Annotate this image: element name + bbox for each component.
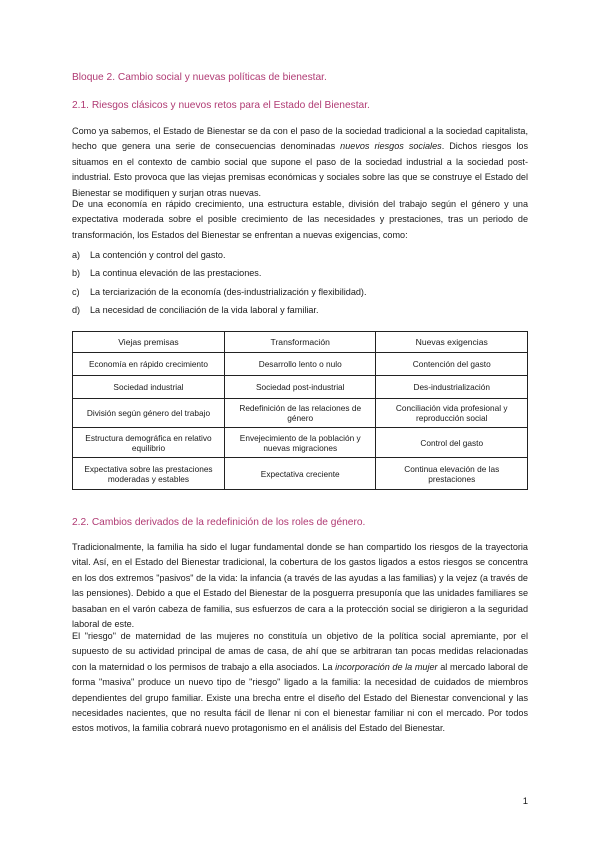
table-cell: Sociedad post-industrial xyxy=(224,376,376,399)
list-item-text: La terciarización de la economía (des-industrialización y flexibilidad). xyxy=(90,286,367,297)
list-marker: c) xyxy=(72,286,80,297)
paragraph-text: al mercado laboral de forma "masiva" produce un nuevo tipo de "riesgo" ligado a la familia: la necesidad de cuidados de miembros dependientes del grupo familiar. Existe una brecha entre el diseño del Estado del Bienestar convencional y las necesidades nacientes, que no resulta fácil de llenar ni con el bienestar familiar ni con el mercado. Por todos estos motivos, la familia cobrará nuevo protagonismo en el análisis del Estado del Bienestar. xyxy=(72,661,529,734)
list-item xyxy=(72,287,528,305)
section-2-paragraph-2 xyxy=(72,629,528,737)
table-cell: Continua elevación de las prestaciones xyxy=(376,458,528,490)
table-header-cell: Viejas premisas xyxy=(73,332,225,353)
table-cell: Expectativa sobre las prestaciones moderadas y estables xyxy=(73,458,225,490)
section-2-heading: 2.2. Cambios derivados de la redefinición de los roles de género. xyxy=(72,517,366,528)
list-marker: a) xyxy=(72,250,81,260)
table-cell: Contención del gasto xyxy=(376,353,528,376)
list-item-text: La necesidad de conciliación de la vida laboral y familiar. xyxy=(90,304,319,315)
table-row xyxy=(73,353,528,376)
requirements-list xyxy=(72,250,528,323)
table-cell: Envejecimiento de la población y nuevas migraciones xyxy=(224,428,376,458)
table-row xyxy=(73,376,528,399)
list-item-text: La continua elevación de las prestaciones. xyxy=(90,268,262,279)
list-item xyxy=(72,305,528,323)
table-cell: Estructura demográfica en relativo equilibrio xyxy=(73,428,225,458)
list-marker: b) xyxy=(72,268,81,279)
section-2-paragraph-1: Tradicionalmente, la familia ha sido el lugar fundamental donde se han compartido los riesgos de la trayectoria vital. Así, en el Estado del Bienestar tradicional, la cobertura de los gastos ligados a estos riesgos se concentra en los dos extremos "pasivos" de la vida: la infancia (a través de las ayudas a las familias) y la vejez (a través de las pensiones). Debido a que el Estado del Bienestar de la posguerra presuponía que las unidades familiares se basaban en el varón cabeza de familia, sus esfuerzos de cara a la protección social se dirigieron a la seguridad laboral de este. xyxy=(72,542,528,630)
table-cell: Des-industrialización xyxy=(376,376,528,399)
emphasis-text: incorporación de la mujer xyxy=(335,661,438,672)
page-number: 1 xyxy=(522,796,528,807)
table-cell: Control del gasto xyxy=(376,428,528,458)
table-cell: Conciliación vida profesional y reproducción social xyxy=(376,399,528,428)
table-cell: Economía en rápido crecimiento xyxy=(73,353,225,376)
section-1-heading: 2.1. Riesgos clásicos y nuevos retos para el Estado del Bienestar. xyxy=(72,100,370,111)
paragraph-text: El "riesgo" de maternidad de las mujeres no constituía un objetivo de la política social apremiante, por el supuesto de su actividad principal de amas de casa, de ahí que se arbitraran tan pocas medidas relacionadas con la maternidad o los permisos de trabajo a ella asociados. La xyxy=(72,631,528,672)
table-cell: Expectativa creciente xyxy=(224,458,376,490)
section-1-paragraph-1 xyxy=(72,124,528,201)
comparison-table xyxy=(72,331,528,490)
paragraph-text: Como ya sabemos, el Estado de Bienestar se da con el paso de la sociedad tradicional a la sociedad capitalista, hecho que genera una serie de consecuencias denominadas xyxy=(72,126,528,152)
list-item-text: La contención y control del gasto. xyxy=(90,250,226,260)
table-header-row xyxy=(73,332,528,353)
table-header-cell: Transformación xyxy=(224,332,376,353)
list-item xyxy=(72,268,528,286)
paragraph-text: . Dichos riesgos los situamos en el contexto de cambio social que supone el paso de la sociedad industrial a la sociedad post-industrial. Esto provoca que las viejas premisas económicas y sociales sobre las que se construye el Estado del Bienestar se modifiquen y surjan otras nuevas. xyxy=(72,141,528,198)
table-header-cell: Nuevas exigencias xyxy=(376,332,528,353)
list-marker: d) xyxy=(72,304,81,315)
table-row xyxy=(73,399,528,428)
table-cell: Redefinición de las relaciones de género xyxy=(224,399,376,428)
emphasis-text: nuevos riesgos sociales xyxy=(340,141,442,152)
table-row xyxy=(73,428,528,458)
table-cell: División según género del trabajo xyxy=(73,399,225,428)
table-cell: Desarrollo lento o nulo xyxy=(224,353,376,376)
section-1-paragraph-2: De una economía en rápido crecimiento, una estructura estable, división del trabajo según el género y una expectativa moderada sobre el posible crecimiento de las necesidades y prestaciones, tras un periodo de transformación, los Estados del Bienestar se enfrentan a nuevas exigencias, como: xyxy=(72,199,528,240)
list-item xyxy=(72,250,528,268)
block-title: Bloque 2. Cambio social y nuevas políticas de bienestar. xyxy=(72,72,327,83)
table-row xyxy=(73,458,528,490)
table-cell: Sociedad industrial xyxy=(73,376,225,399)
